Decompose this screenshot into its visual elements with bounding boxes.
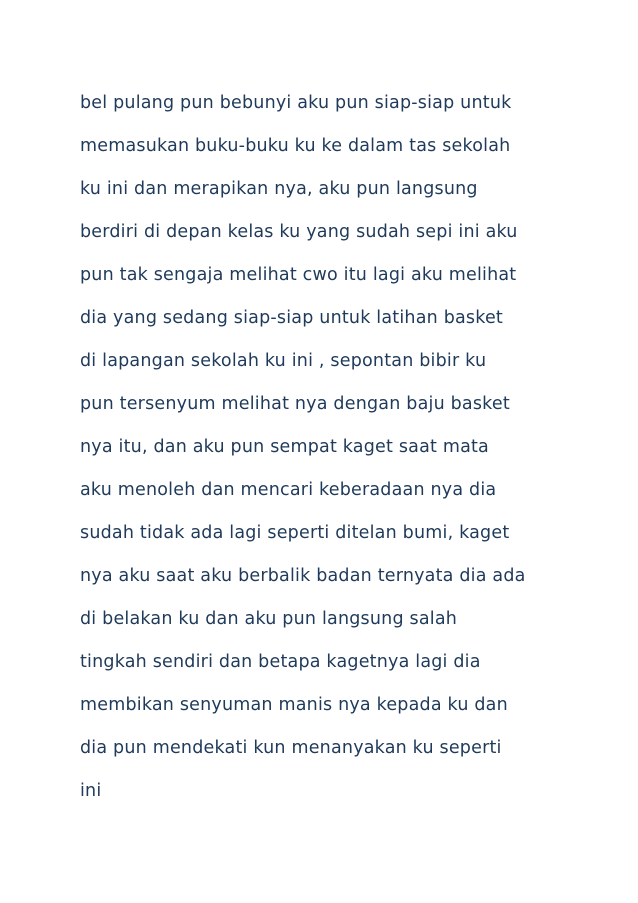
- text-line: aku menoleh dan mencari keberadaan nya dia: [80, 480, 497, 500]
- text-line: nya aku saat aku berbalik badan ternyata dia ada: [80, 566, 526, 586]
- text-line: ku ini dan merapikan nya, aku pun langsung: [80, 179, 478, 199]
- text-line: ini: [80, 781, 102, 801]
- story-paragraph: [80, 82, 580, 813]
- text-line: bel pulang pun bebunyi aku pun siap-siap untuk: [80, 93, 512, 113]
- text-line: pun tersenyum melihat nya dengan baju basket: [80, 394, 510, 414]
- text-line: memasukan buku-buku ku ke dalam tas sekolah: [80, 136, 511, 156]
- text-line: dia pun mendekati kun menanyakan ku seperti: [80, 738, 502, 758]
- text-line: nya itu, dan aku pun sempat kaget saat mata: [80, 437, 489, 457]
- text-line: sudah tidak ada lagi seperti ditelan bumi, kaget: [80, 523, 510, 543]
- text-line: pun tak sengaja melihat cwo itu lagi aku melihat: [80, 265, 517, 285]
- text-line: berdiri di depan kelas ku yang sudah sepi ini aku: [80, 222, 518, 242]
- text-line: dia yang sedang siap-siap untuk latihan basket: [80, 308, 503, 328]
- text-line: membikan senyuman manis nya kepada ku dan: [80, 695, 508, 715]
- text-line: di belakan ku dan aku pun langsung salah: [80, 609, 458, 629]
- text-line: tingkah sendiri dan betapa kagetnya lagi dia: [80, 652, 481, 672]
- text-line: di lapangan sekolah ku ini , sepontan bibir ku: [80, 351, 487, 371]
